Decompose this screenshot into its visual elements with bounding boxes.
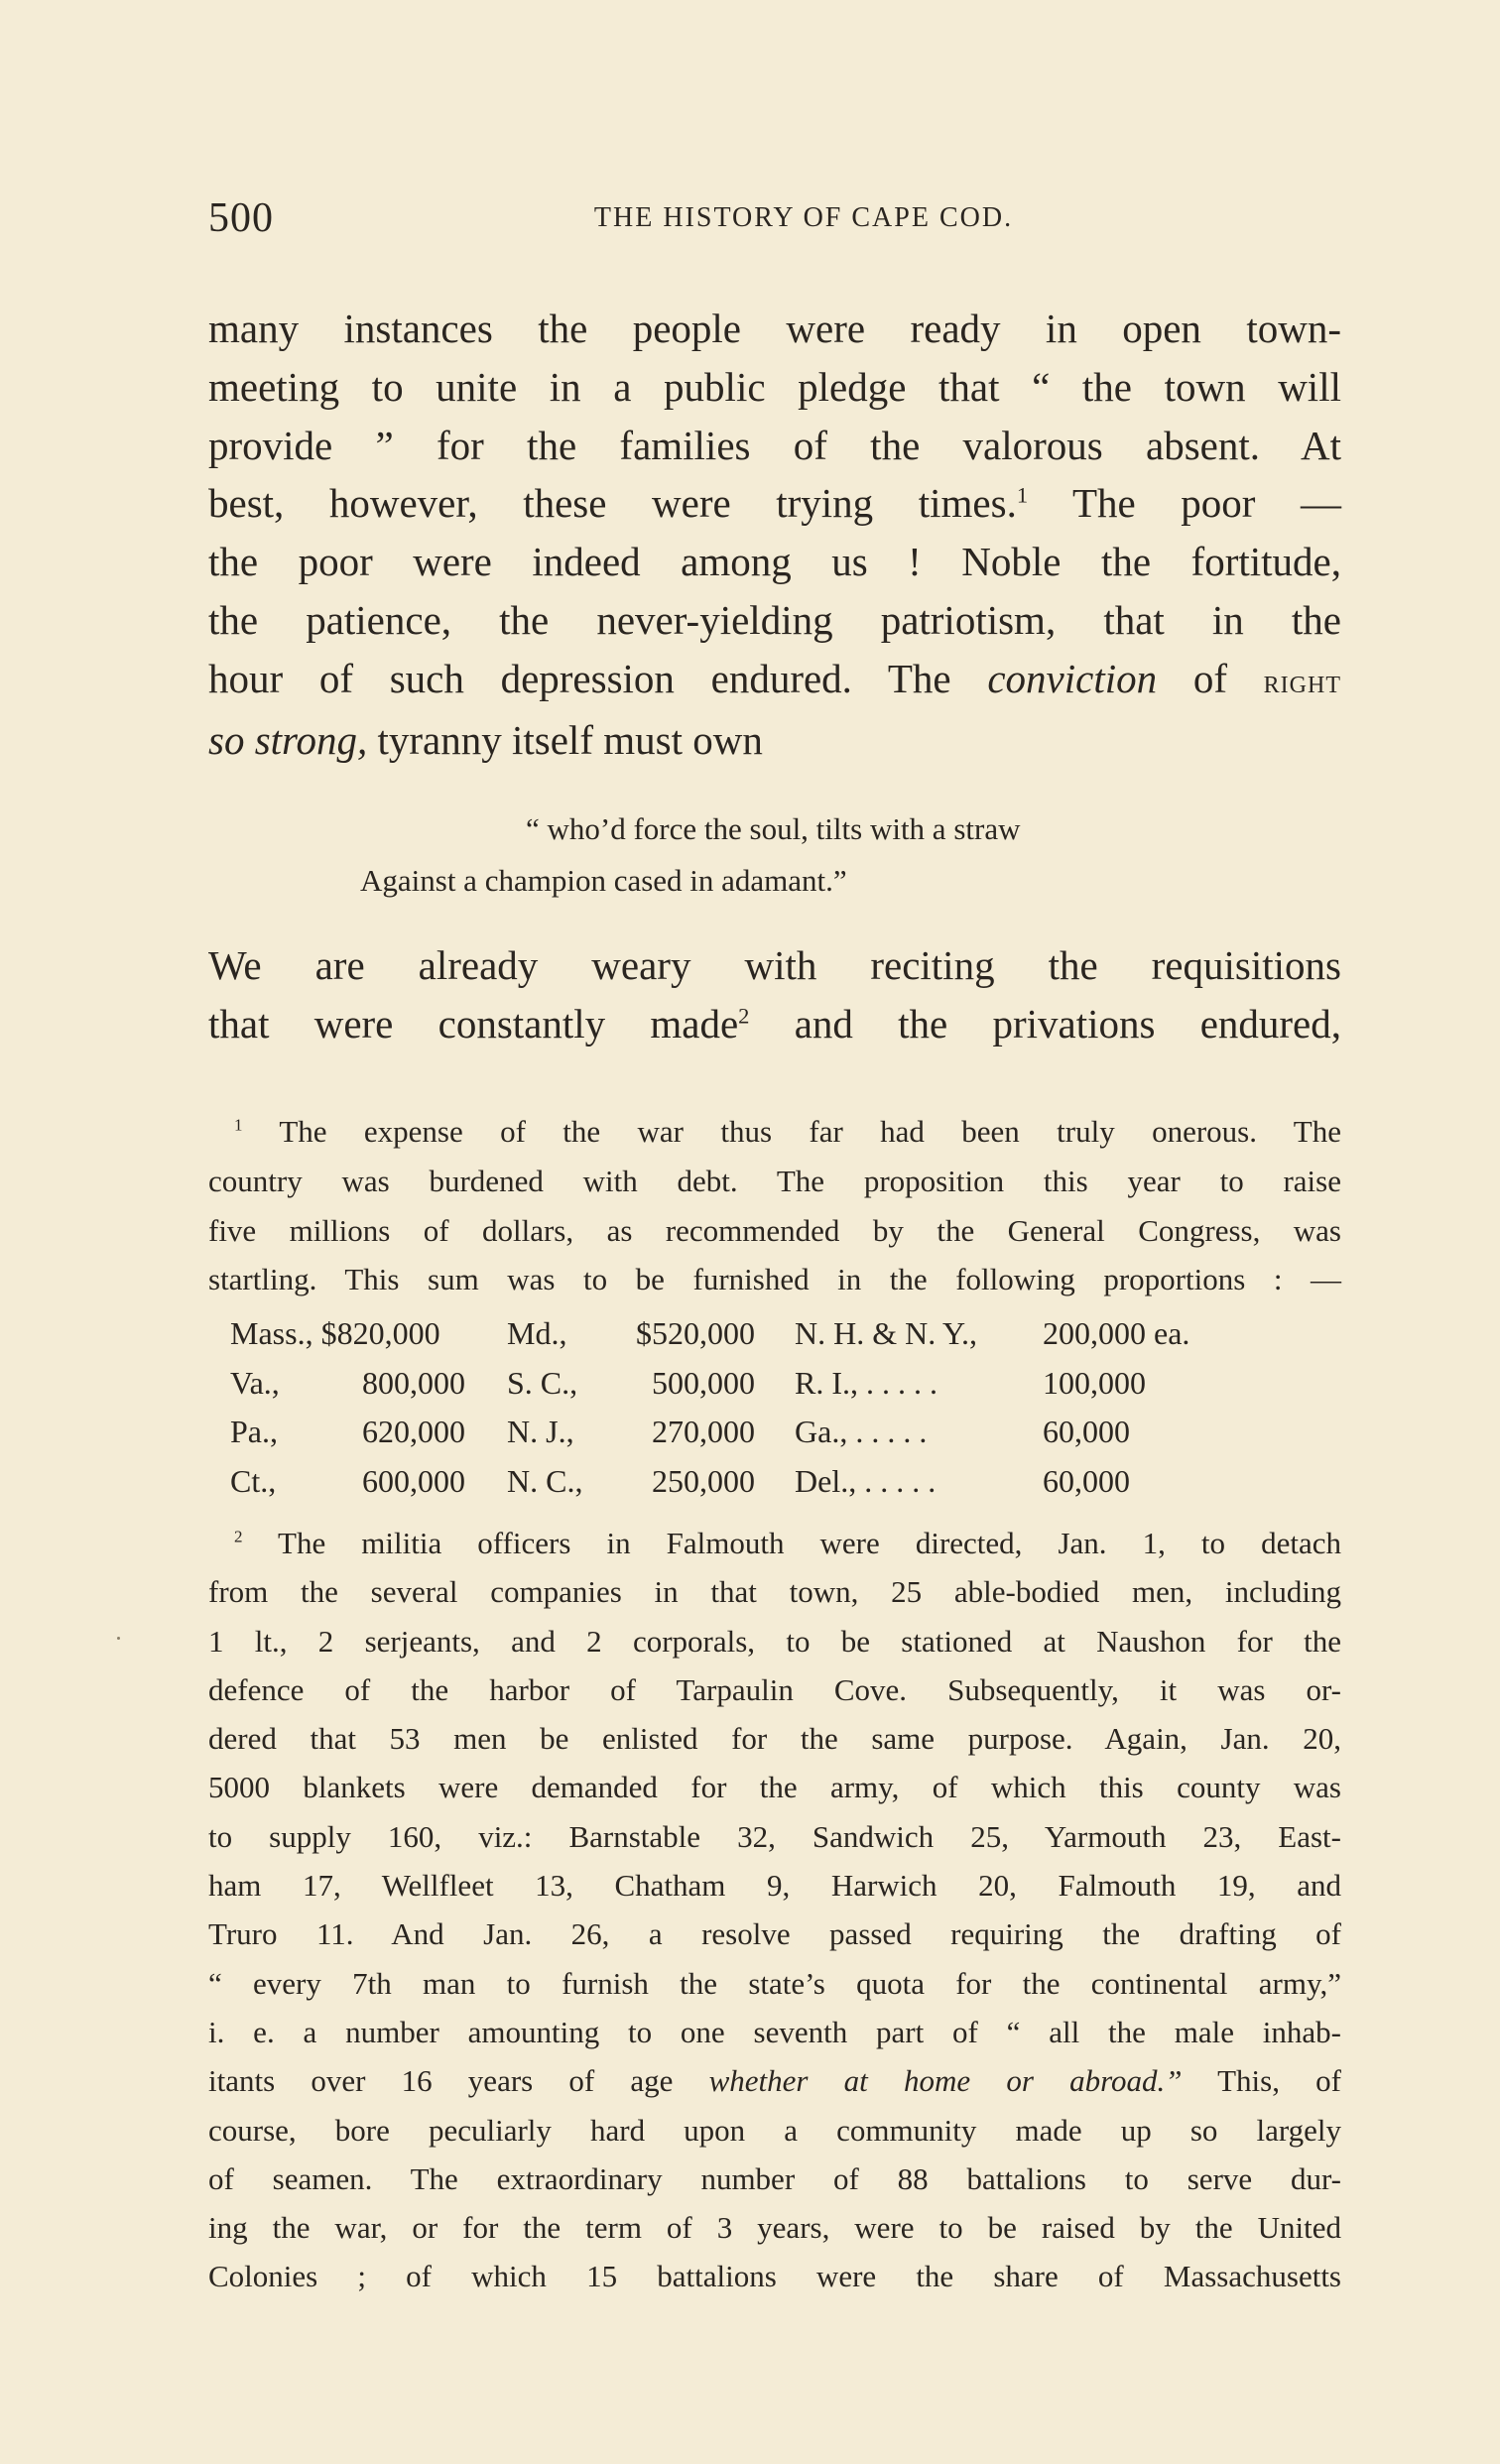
footnote-line: $^1$ The expense of the war thus far had been truly onerous. The xyxy=(234,1114,1341,1149)
table-cell: 800,000 xyxy=(362,1364,465,1401)
body-line: so strong, tyranny itself must own xyxy=(208,716,763,763)
footnote-line: 1 lt., 2 serjeants, and 2 corporals, to be stationed at Naushon for the xyxy=(208,1623,1341,1659)
table-cell: N. J., xyxy=(507,1414,574,1449)
footnote-line: Truro 11. And Jan. 26, a resolve passed requiring the drafting of xyxy=(208,1916,1341,1952)
table-cell: S. C., xyxy=(507,1364,578,1401)
table-cell: R. I., . . . . . xyxy=(795,1364,938,1401)
footnote-marker: 1 xyxy=(234,1115,243,1135)
body-line: the poor were indeed among us ! Noble the fortitude, xyxy=(208,539,1341,585)
footnote-line: from the several companies in that town, 25 able-bodied men, including xyxy=(208,1574,1341,1610)
footnote-ref-2: 2 xyxy=(738,1003,750,1029)
footnote-line: course, bore peculiarly hard upon a community made up so largely xyxy=(208,2112,1341,2148)
footnote-line: country was burdened with debt. The proposition this year to raise xyxy=(208,1163,1341,1198)
body-text xyxy=(208,300,1341,769)
table-cell: Mass., $820,000 xyxy=(230,1315,440,1351)
table-cell: 270,000 xyxy=(652,1414,755,1449)
paper-speck xyxy=(117,1637,120,1640)
proportions-table xyxy=(230,1309,1341,1506)
body-line: provide ” for the families of the valorous absent. At xyxy=(208,422,1341,468)
table-cell: Md., xyxy=(507,1315,567,1351)
quote-line: “ who’d force the soul, tilts with a straw xyxy=(526,811,1021,846)
table-cell: 620,000 xyxy=(362,1414,465,1449)
table-cell: 100,000 xyxy=(1043,1364,1146,1401)
table-cell: Ct., xyxy=(230,1462,277,1499)
footnote-line: i. e. a number amounting to one seventh part of “ all the male inhab- xyxy=(208,2014,1341,2049)
body-line: hour of such depression endured. The conviction of right xyxy=(208,655,1341,701)
quote-line: Against a champion cased in adamant.” xyxy=(360,863,847,898)
table-cell: 250,000 xyxy=(652,1462,755,1499)
table-cell: 500,000 xyxy=(652,1364,755,1401)
body-line: We are already weary with reciting the requisitions xyxy=(208,942,1341,988)
table-cell: N. H. & N. Y., xyxy=(795,1315,978,1351)
footnote-line: Colonies ; of which 15 battalions were the share of Massachusetts xyxy=(208,2259,1341,2294)
table-row xyxy=(230,1309,1341,1359)
footnote-line: defence of the harbor of Tarpaulin Cove. Subsequently, it was or- xyxy=(208,1671,1341,1707)
footnote-marker: 2 xyxy=(234,1527,243,1546)
footnote-line: startling. This sum was to be furnished in the following proportions : — xyxy=(208,1262,1341,1297)
table-cell: 60,000 xyxy=(1043,1462,1130,1499)
page-header xyxy=(208,194,1339,254)
table-row xyxy=(230,1408,1341,1457)
body-text-continued xyxy=(208,936,1341,1053)
body-line: meeting to unite in a public pledge that “ the town will xyxy=(208,363,1341,410)
body-line: best, however, these were trying times.$^1$ The poor — xyxy=(208,480,1341,527)
table-cell: $520,000 xyxy=(636,1315,755,1351)
table-cell: Ga., . . . . . xyxy=(795,1414,928,1449)
footnote-line: “ every 7th man to furnish the state’s quota for the continental army,” xyxy=(208,1965,1341,2001)
running-head: THE HISTORY OF CAPE COD. xyxy=(593,202,1014,233)
body-line: many instances the people were ready in open town- xyxy=(208,306,1341,351)
body-line: the patience, the never-yielding patriotism, that in the xyxy=(208,596,1341,643)
table-row xyxy=(230,1359,1341,1409)
table-cell: Va., xyxy=(230,1364,280,1401)
table-cell: Del., . . . . . xyxy=(795,1462,937,1499)
verse-quotation xyxy=(208,803,1341,907)
footnote-line: to supply 160, viz.: Barnstable 32, Sandwich 25, Yarmouth 23, East- xyxy=(208,1818,1341,1854)
table-cell: N. C., xyxy=(507,1462,583,1499)
footnote-line: dered that 53 men be enlisted for the same purpose. Again, Jan. 20, xyxy=(208,1721,1341,1757)
table-cell: 600,000 xyxy=(362,1462,465,1499)
body-line: that were constantly made$^2$ and the privations endured, xyxy=(208,1000,1341,1047)
footnote-1 xyxy=(208,1107,1341,1304)
footnote-line: ham 17, Wellfleet 13, Chatham 9, Harwich 20, Falmouth 19, and xyxy=(208,1868,1341,1904)
footnote-line: ing the war, or for the term of 3 years, were to be raised by the United xyxy=(208,2210,1341,2246)
table-cell: 200,000 ea. xyxy=(1043,1315,1190,1351)
footnote-2 xyxy=(208,1519,1341,2301)
footnote-line: itants over 16 years of age whether at home or abroad.” This, of xyxy=(208,2063,1341,2099)
footnote-line: of seamen. The extraordinary number of 88 battalions to serve dur- xyxy=(208,2160,1341,2196)
table-cell: Pa., xyxy=(230,1414,278,1449)
footnote-line: $^2$ The militia officers in Falmouth were directed, Jan. 1, to detach xyxy=(234,1526,1341,1560)
footnote-line: five millions of dollars, as recommended by the General Congress, was xyxy=(208,1212,1341,1248)
footnote-line: 5000 blankets were demanded for the army, of which this county was xyxy=(208,1770,1341,1805)
footnote-ref-1: 1 xyxy=(1016,482,1029,508)
table-cell: 60,000 xyxy=(1043,1414,1130,1449)
table-row xyxy=(230,1457,1341,1507)
page-number: 500 xyxy=(208,195,274,241)
